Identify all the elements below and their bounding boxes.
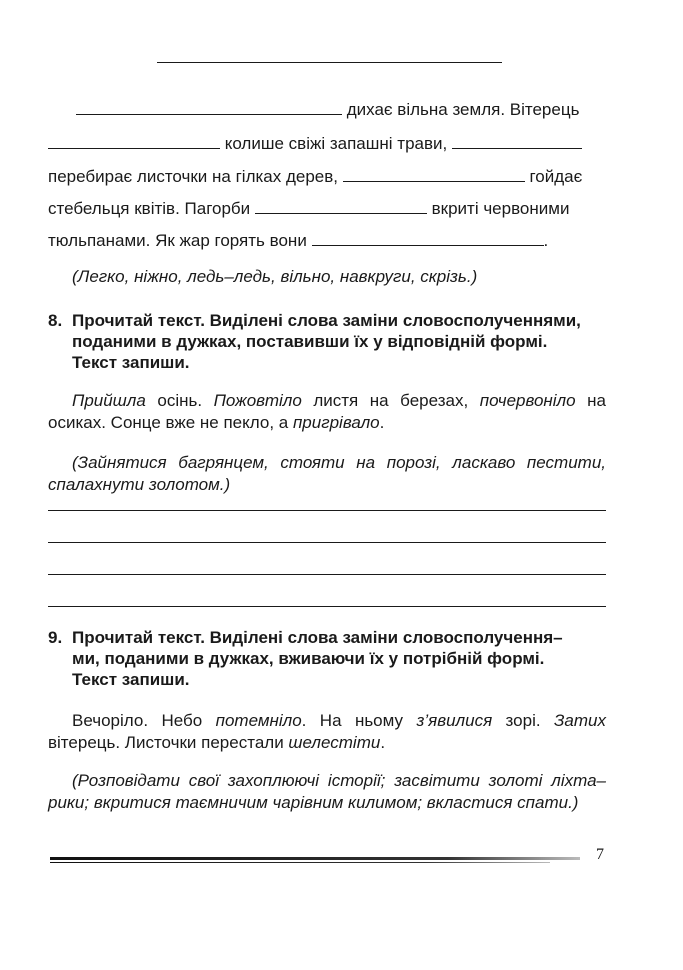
highlighted-word: Затих bbox=[553, 711, 606, 730]
page-number: 7 bbox=[596, 846, 604, 863]
answer-blank[interactable] bbox=[48, 134, 220, 149]
instruction-line: Текст запиши. bbox=[72, 670, 190, 689]
text-part: на осиках. Сонце вже не пекло, а bbox=[48, 391, 606, 432]
answer-blank[interactable] bbox=[76, 100, 342, 115]
fill-text: тюльпанами. Як жар горять вони bbox=[48, 231, 312, 250]
answer-blank[interactable] bbox=[452, 134, 582, 149]
fill-line-4 bbox=[48, 199, 608, 219]
fill-text: гойдає bbox=[524, 167, 583, 186]
text-part: зорі. bbox=[492, 711, 554, 730]
task-9-text bbox=[48, 710, 606, 754]
highlighted-word: почервоніло bbox=[479, 391, 576, 410]
task-number: 9. bbox=[48, 628, 63, 647]
fill-text: дихає вільна земля. Вітерець bbox=[342, 100, 580, 119]
text-part: осінь. bbox=[145, 391, 214, 410]
hint-words-8: (Зайнятися багрянцем, стояти на порозі, ласкаво пестити, спалахнути золотом.) bbox=[48, 453, 606, 494]
highlighted-word: пригрівало bbox=[292, 413, 380, 432]
answer-blank[interactable] bbox=[255, 199, 427, 214]
answer-line[interactable] bbox=[48, 606, 606, 607]
title-blank-line[interactable] bbox=[157, 62, 502, 63]
text-part: . bbox=[379, 413, 385, 432]
highlighted-word: Пожовтіло bbox=[213, 391, 302, 410]
text-part: . bbox=[380, 733, 386, 752]
text-part: вітерець. Листочки перестали bbox=[48, 733, 289, 752]
answer-blank[interactable] bbox=[312, 231, 544, 246]
fill-text: . bbox=[543, 231, 549, 250]
fill-line-2 bbox=[48, 134, 608, 154]
answer-line[interactable] bbox=[48, 574, 606, 575]
fill-text: перебирає листочки на гілках дерев, bbox=[48, 167, 343, 186]
text-part: листя на березах, bbox=[301, 391, 480, 410]
task-number: 8. bbox=[48, 311, 63, 330]
fill-text: колише свіжі запашні трави, bbox=[220, 134, 452, 153]
instruction-line: поданими в дужках, поставивши їх у відповідній формі. bbox=[72, 332, 548, 351]
fill-line-1 bbox=[48, 100, 608, 120]
instruction-line: Прочитай текст. Виділені слова заміни словосполученнями, bbox=[72, 311, 581, 330]
hint-words-9: (Розповідати свої захоплюючі історії; засвітити золоті ліхта–рики; вкритися таємничим чарівним килимом; вкластися спати.) bbox=[48, 771, 606, 812]
instruction-line: ми, поданими в дужках, вживаючи їх у потрібній формі. bbox=[72, 649, 545, 668]
task-8-instruction bbox=[48, 310, 608, 373]
task-9-instruction bbox=[48, 627, 608, 690]
fill-line-5 bbox=[48, 231, 608, 251]
fill-text: стебельця квітів. Пагорби bbox=[48, 199, 255, 218]
fill-line-3 bbox=[48, 167, 608, 187]
instruction-line: Текст запиши. bbox=[72, 353, 190, 372]
instruction-line: Прочитай текст. Виділені слова заміни словосполучення– bbox=[72, 628, 563, 647]
text-part: Вечоріло. Небо bbox=[72, 711, 216, 730]
highlighted-word: з’явилися bbox=[416, 711, 493, 730]
answer-blank[interactable] bbox=[343, 167, 525, 182]
fill-text: вкриті червоними bbox=[426, 199, 570, 218]
highlighted-word: Прийшла bbox=[72, 391, 146, 410]
highlighted-word: потемніло bbox=[215, 711, 302, 730]
answer-line[interactable] bbox=[48, 510, 606, 511]
text-part: . На ньому bbox=[301, 711, 417, 730]
footer-decorative-bar bbox=[50, 855, 580, 865]
task-8-text bbox=[48, 390, 606, 434]
highlighted-word: шелестіти bbox=[288, 733, 381, 752]
hint-words-7: (Легко, ніжно, ледь–ледь, вільно, навкруги, скрізь.) bbox=[72, 267, 478, 286]
answer-line[interactable] bbox=[48, 542, 606, 543]
